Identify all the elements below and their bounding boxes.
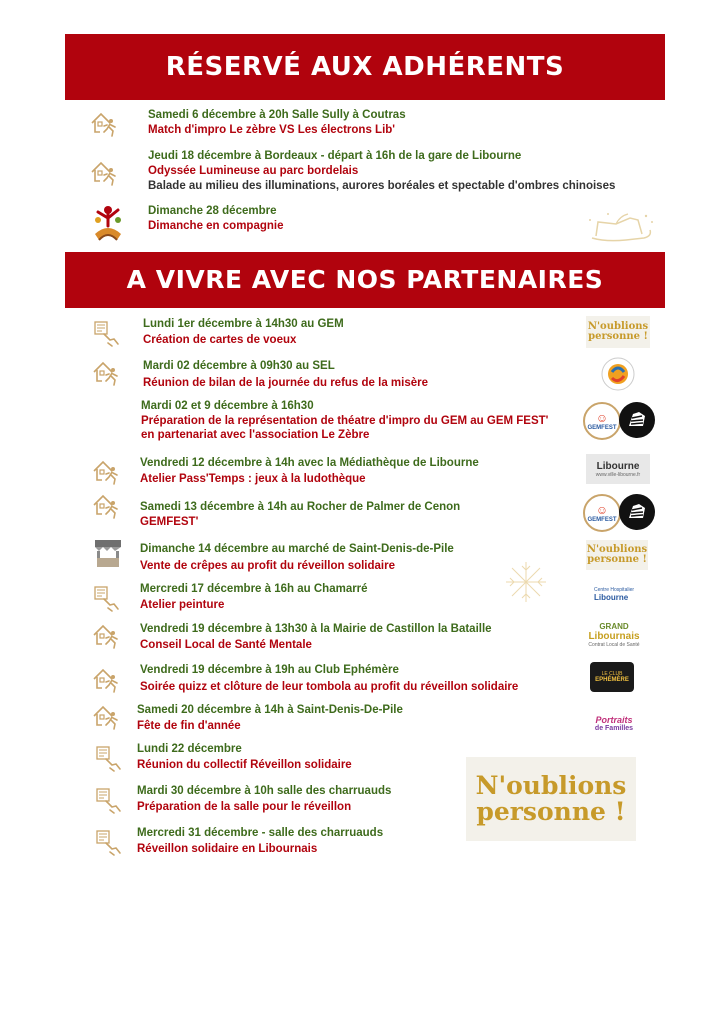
grand-libournais-line1: GRAND (599, 622, 629, 631)
hand-painting-icon (94, 786, 124, 816)
event-date: Mardi 30 décembre à 10h salle des charruauds (137, 785, 392, 797)
portraits-line1: Portraits (595, 714, 633, 725)
centre-hospitalier-label: Centre Hospitalier (594, 586, 635, 593)
event-title: Création de cartes de voeux (143, 334, 297, 346)
event-title: Atelier Pass'Temps : jeux à la ludothèque (140, 473, 366, 485)
gemfest-label: GEMFEST (587, 425, 617, 431)
event-description: Balade au milieu des illuminations, aurores boréales et spectable d'ombres chinoises (148, 180, 616, 192)
event-subtitle: en partenariat avec l'association Le Zèbre (141, 429, 370, 441)
zebre-logo (619, 402, 655, 438)
event-date: Mardi 02 décembre à 09h30 au SEL (143, 360, 335, 372)
event-date: Lundi 1er décembre à 14h30 au GEM (143, 318, 344, 330)
portraits-de-familles-logo (584, 708, 644, 738)
gemfest-logo: ☺ GEMFEST (583, 402, 621, 440)
noublions-line2: personne ! (587, 554, 647, 565)
event-title: Conseil Local de Santé Mentale (140, 639, 312, 651)
event-title: Match d'impro Le zèbre VS Les électrons Lib' (148, 124, 396, 136)
event-title: Atelier peinture (140, 599, 225, 611)
section-title-partners: A VIVRE AVEC NOS PARTENAIRES (65, 252, 665, 308)
sel-logo (600, 356, 636, 392)
house-runner-icon (92, 359, 122, 389)
house-runner-icon (92, 458, 122, 488)
grand-libournais-line3: Contrat Local de Santé (588, 642, 640, 648)
zebra-icon (625, 500, 649, 524)
club-ephemere-logo (590, 662, 634, 692)
event-date: Samedi 6 décembre à 20h Salle Sully à Coutras (148, 109, 406, 121)
noublions-large-line2: personne ! (476, 797, 626, 826)
house-runner-icon (92, 666, 122, 696)
house-runner-icon (92, 703, 122, 733)
libourne-label: Libourne (596, 460, 640, 472)
event-title: Vente de crêpes au profit du réveillon solidaire (140, 560, 395, 572)
centre-hospitalier-logo (584, 583, 644, 605)
event-title: Réveillon solidaire en Libournais (137, 843, 318, 855)
house-runner-icon (92, 622, 122, 652)
event-title: Réunion du collectif Réveillon solidaire (137, 759, 352, 771)
noublions-large-logo (466, 757, 636, 841)
event-date: Vendredi 19 décembre à 13h30 à la Mairie de Castillon la Bataille (140, 623, 492, 635)
people-celebration-icon (91, 204, 125, 244)
centre-hospitalier-city: Libourne (594, 592, 629, 602)
zebra-icon (625, 408, 649, 432)
event-date: Lundi 22 décembre (137, 743, 242, 755)
house-runner-icon (92, 492, 122, 522)
event-date: Samedi 13 décembre à 14h au Rocher de Palmer de Cenon (140, 501, 461, 513)
event-date: Jeudi 18 décembre à Bordeaux - départ à 16h de la gare de Libourne (148, 150, 522, 162)
grand-libournais-logo (585, 615, 643, 655)
gemfest-label: GEMFEST (587, 517, 617, 523)
grand-libournais-line2: Libournais (588, 631, 640, 642)
event-title: Réunion de bilan de la journée du refus de la misère (143, 377, 429, 389)
event-date: Mercredi 31 décembre - salle des charruauds (137, 827, 384, 839)
noublions-line1: N'oublions (587, 320, 649, 332)
hand-painting-icon (94, 744, 124, 774)
event-date: Dimanche 28 décembre (148, 205, 277, 217)
event-date: Dimanche 14 décembre au marché de Saint-Denis-de-Pile (140, 543, 454, 555)
hand-painting-icon (92, 584, 122, 614)
noublions-large-line1: N'oublions (475, 770, 627, 800)
libourne-logo (586, 454, 650, 484)
section-title-members: RÉSERVÉ AUX ADHÉRENTS (65, 34, 665, 100)
event-title: Préparation de la représentation de théatre d'impro du GEM au GEM FEST' (141, 415, 549, 427)
hand-painting-icon (94, 828, 124, 858)
event-title: Fête de fin d'année (137, 720, 241, 732)
portraits-line2: de Familles (594, 724, 634, 732)
event-title: GEMFEST' (140, 516, 199, 528)
zebre-logo (619, 494, 655, 530)
event-title: Dimanche en compagnie (148, 220, 284, 232)
event-date: Samedi 20 décembre à 14h à Saint-Denis-De-Pile (137, 704, 403, 716)
event-date: Vendredi 12 décembre à 14h avec la Médiathèque de Libourne (140, 457, 479, 469)
event-date: Vendredi 19 décembre à 19h au Club Ephémère (140, 664, 399, 676)
house-runner-icon (90, 110, 120, 140)
snowflake-icon (502, 558, 550, 606)
event-title: Préparation de la salle pour le réveillon (137, 801, 352, 813)
event-date: Mercredi 17 décembre à 16h au Chamarré (140, 583, 368, 595)
sleigh-icon (586, 208, 658, 250)
event-title: Odyssée Lumineuse au parc bordelais (148, 165, 359, 177)
libourne-url: www.ville-libourne.fr (595, 471, 641, 478)
hand-painting-icon (92, 319, 122, 349)
club-ephemere-line2: EPHÉMÈRE (595, 677, 629, 683)
market-stall-icon (92, 538, 124, 570)
event-title: Soirée quizz et clôture de leur tombola au profit du réveillon solidaire (140, 681, 519, 693)
noublions-line1: N'oublions (586, 543, 648, 555)
club-ephemere-line1: LE CLUB (601, 671, 623, 677)
noublions-logo (586, 540, 648, 570)
noublions-logo (586, 316, 650, 348)
noublions-line2: personne ! (588, 331, 648, 342)
gemfest-logo: ☺ GEMFEST (583, 494, 621, 532)
house-runner-icon (90, 159, 120, 189)
event-date: Mardi 02 et 9 décembre à 16h30 (141, 400, 314, 412)
